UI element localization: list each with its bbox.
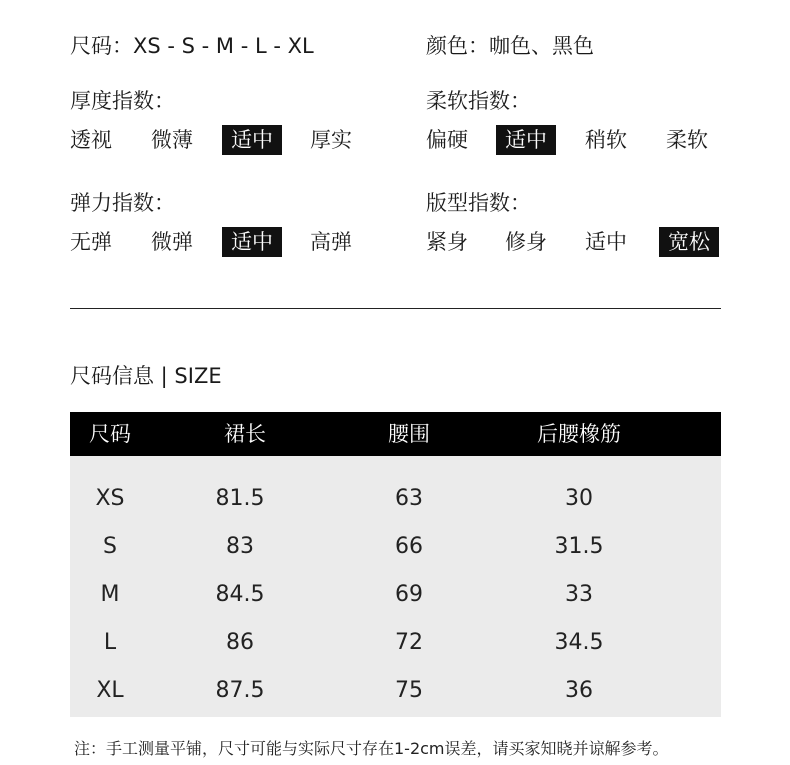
thickness-option: 微薄 (151, 128, 193, 152)
softness-option: 稍软 (585, 128, 627, 152)
thickness-option: 厚实 (310, 128, 352, 152)
cell-waist: 75 (395, 678, 423, 703)
fit-index-label: 版型指数： (426, 191, 531, 215)
fit-option: 修身 (505, 230, 547, 254)
cell-back-waist-elastic: 31.5 (554, 534, 604, 559)
size-info-title: 尺码信息 | SIZE (70, 364, 222, 388)
color-text: 颜色：咖色、黑色 (426, 34, 594, 58)
cell-waist: 72 (395, 630, 423, 655)
header-waist: 腰围 (388, 422, 430, 446)
header-skirt-length: 裙长 (224, 422, 266, 446)
cell-waist: 69 (395, 582, 423, 607)
cell-size: M (100, 582, 120, 607)
cell-size: S (103, 534, 117, 559)
cell-back-waist-elastic: 30 (565, 486, 593, 511)
softness-option: 柔软 (666, 128, 708, 152)
elasticity-option: 高弹 (310, 230, 352, 254)
table-row (70, 475, 721, 523)
table-row (70, 619, 721, 667)
softness-option-selected: 适中 (496, 125, 556, 155)
cell-size: L (103, 630, 117, 655)
header-size: 尺码 (89, 422, 131, 446)
elasticity-option: 无弹 (70, 230, 112, 254)
section-divider (70, 308, 721, 309)
size-table-header (70, 412, 721, 456)
softness-option: 偏硬 (426, 128, 468, 152)
cell-skirt-length: 83 (226, 534, 254, 559)
measurement-note: 注：手工测量平铺，尺寸可能与实际尺寸存在1-2cm误差，请买家知晓并谅解参考。 (74, 739, 669, 758)
cell-back-waist-elastic: 33 (565, 582, 593, 607)
softness-index-label: 柔软指数： (426, 89, 531, 113)
thickness-option: 透视 (70, 128, 112, 152)
cell-skirt-length: 86 (226, 630, 254, 655)
cell-waist: 66 (395, 534, 423, 559)
size-table-body (70, 456, 721, 717)
header-back-waist-elastic: 后腰橡筋 (537, 422, 621, 446)
cell-size: XS (95, 486, 125, 511)
table-row (70, 523, 721, 571)
table-row (70, 571, 721, 619)
elasticity-index-label: 弹力指数： (70, 191, 175, 215)
cell-size: XL (96, 678, 124, 703)
cell-back-waist-elastic: 36 (565, 678, 593, 703)
cell-waist: 63 (395, 486, 423, 511)
fit-option: 适中 (585, 230, 627, 254)
cell-skirt-length: 81.5 (215, 486, 265, 511)
size-range-text: 尺码：XS - S - M - L - XL (70, 34, 314, 58)
thickness-option-selected: 适中 (222, 125, 282, 155)
cell-back-waist-elastic: 34.5 (554, 630, 604, 655)
fit-option-selected: 宽松 (659, 227, 719, 257)
cell-skirt-length: 84.5 (215, 582, 265, 607)
table-row (70, 667, 721, 715)
cell-skirt-length: 87.5 (215, 678, 265, 703)
elasticity-option-selected: 适中 (222, 227, 282, 257)
elasticity-option: 微弹 (151, 230, 193, 254)
thickness-index-label: 厚度指数： (70, 89, 175, 113)
fit-option: 紧身 (426, 230, 468, 254)
